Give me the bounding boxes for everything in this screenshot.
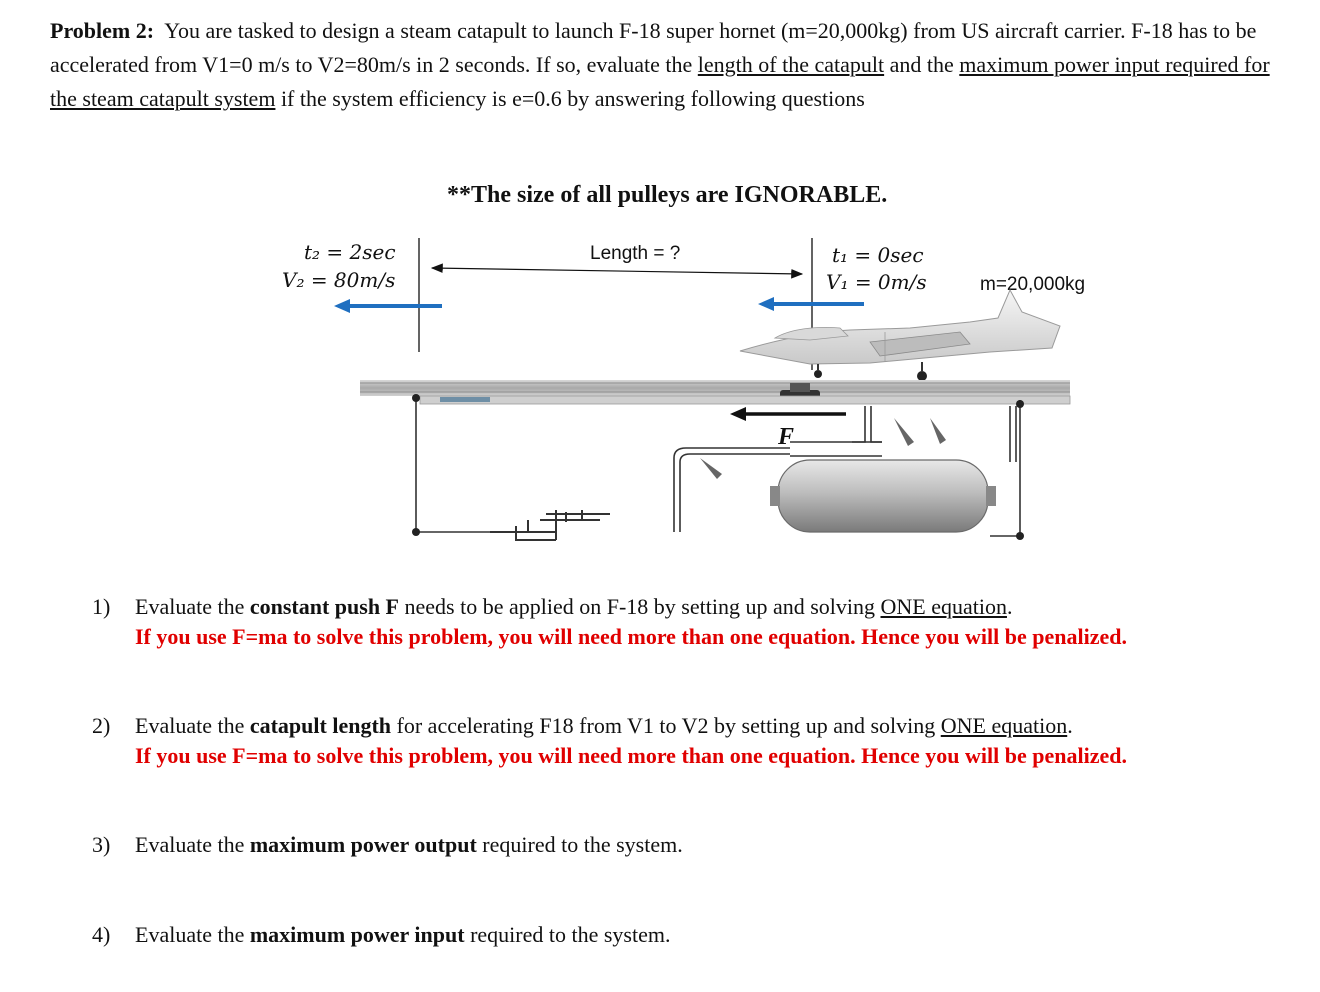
v1-label: V₁ = 0m/s — [826, 270, 927, 294]
valve-mid — [894, 418, 914, 446]
max-power-underline: maximum power input required for the steam catapult system — [50, 52, 1270, 111]
deck-rail — [360, 380, 1070, 396]
problem-text-1: You are tasked to design a steam catapult to launch F-18 super hornet (m=20,000kg) from US aircraft carrier. F-18 has to be accelerated from V1=0 m/s to V2=80m/s in 2 seconds. If so, evaluate the — [50, 18, 1257, 77]
question-1-number: 1) — [92, 594, 111, 619]
t2-label: t₂ = 2sec — [304, 240, 396, 264]
pipe-cluster — [490, 510, 610, 540]
question-3-text-pre: Evaluate the — [135, 832, 250, 857]
question-2-number: 2) — [92, 713, 111, 738]
pulley-note: **The size of all pulleys are IGNORABLE. — [447, 182, 888, 208]
mass-label: m=20,000kg — [980, 274, 1086, 295]
question-1-warning: If you use F=ma to solve this problem, you will need more than one equation. Hence you will be penalized. — [135, 624, 1127, 649]
question-3-text-post: required to the system. — [476, 832, 683, 857]
question-1-underline: ONE equation — [880, 594, 1007, 619]
force-label: F — [778, 424, 795, 450]
question-4-text-pre: Evaluate the — [135, 922, 250, 947]
question-1-text-post: . — [1006, 594, 1013, 619]
problem-label: Problem 2: — [50, 18, 155, 43]
catapult-length-underline: length of the catapult — [697, 52, 885, 77]
question-4-number: 4) — [92, 922, 111, 947]
question-1 — [92, 592, 1312, 652]
question-1-text-pre: Evaluate the — [135, 594, 250, 619]
question-1-text-mid: needs to be applied on F-18 by setting up and solving — [399, 594, 881, 619]
valve-left — [700, 458, 722, 479]
question-3-bold: maximum power output — [249, 832, 477, 857]
question-3-number: 3) — [92, 832, 111, 857]
question-2-text-post: . — [1067, 713, 1073, 738]
question-4-bold: maximum power input — [249, 922, 465, 947]
steam-tank — [778, 460, 988, 532]
question-3 — [92, 830, 1312, 860]
length-label: Length = ? — [590, 243, 681, 264]
valve-right — [930, 418, 946, 444]
question-2-warning: If you use F=ma to solve this problem, you will need more than one equation. Hence you will be penalized. — [135, 743, 1127, 768]
catapult-diagram — [270, 230, 1110, 560]
question-2-text-pre: Evaluate the — [135, 713, 250, 738]
velocity-arrow-end — [334, 299, 442, 313]
t1-label: t₁ = 0sec — [832, 243, 924, 267]
v2-label: V₂ = 80m/s — [282, 268, 396, 292]
question-4 — [92, 920, 1312, 950]
problem-statement — [50, 14, 1300, 116]
problem-text-2: and the — [884, 52, 960, 77]
question-2-text-mid: for accelerating F18 from V1 to V2 by setting up and solving — [391, 713, 941, 738]
question-1-bold: constant push F — [249, 594, 399, 619]
question-4-text-post: required to the system. — [464, 922, 671, 947]
problem-text-3: if the system efficiency is e=0.6 by answering following questions — [275, 86, 865, 111]
velocity-arrow-start — [758, 297, 864, 311]
question-2-bold: catapult length — [249, 713, 392, 738]
question-2 — [92, 711, 1312, 771]
question-2-underline: ONE equation — [940, 713, 1068, 738]
length-arrow — [432, 268, 802, 274]
